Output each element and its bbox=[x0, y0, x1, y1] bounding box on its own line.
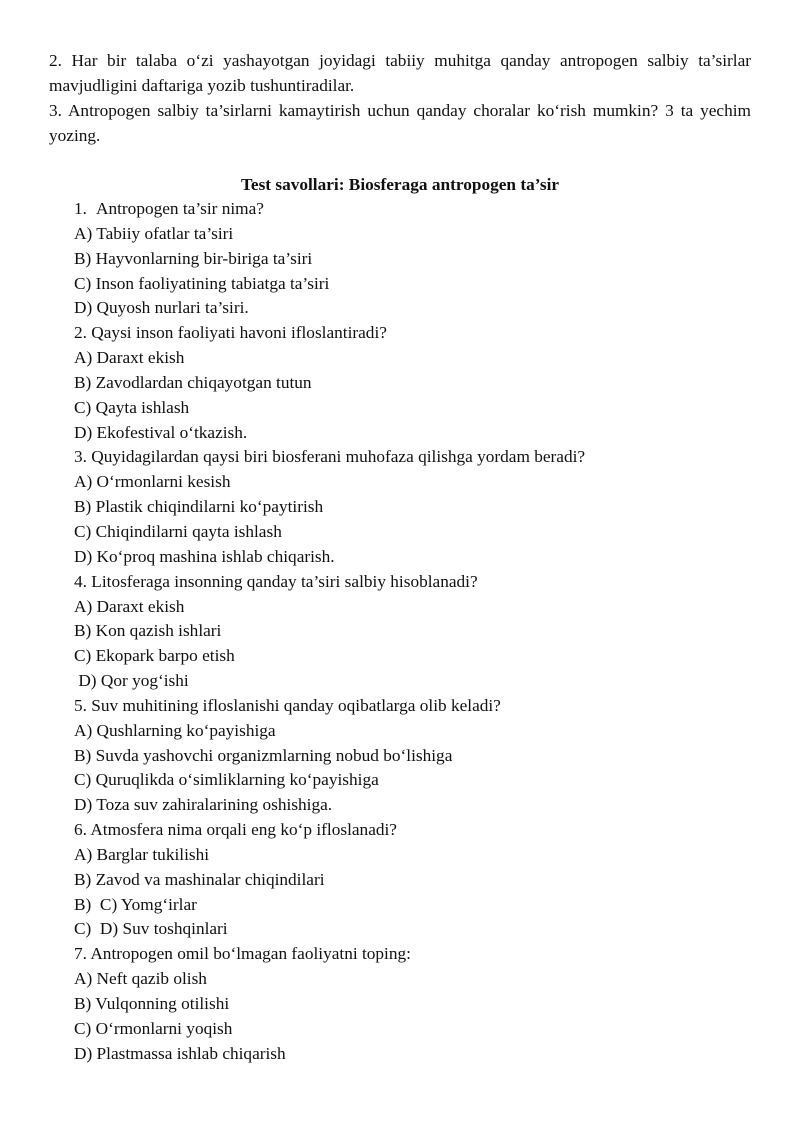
option-a: A) Daraxt ekish bbox=[74, 596, 185, 616]
option-b: B) Plastik chiqindilarni ko‘paytirish bbox=[74, 497, 324, 517]
option-d: D) Qor yog‘ishi bbox=[74, 671, 189, 691]
question-number: 1. bbox=[74, 199, 87, 218]
test-title: Test savollari: Biosferaga antropogen ta’sir bbox=[240, 175, 560, 194]
option-a: A) Tabiiy ofatlar ta’siri bbox=[74, 223, 234, 243]
option-d: D) Ekofestival o‘tkazish. bbox=[74, 422, 248, 442]
option-b: B) Vulqonning otilishi bbox=[74, 994, 230, 1013]
option-d: D) Quyosh nurlari ta’siri. bbox=[74, 298, 249, 318]
option-b: B) Kon qazish ishlari bbox=[74, 621, 222, 641]
quiz-list bbox=[74, 197, 754, 1067]
option-b: B) Suvda yashovchi organizmlarning nobud bo‘lishiga bbox=[74, 745, 453, 765]
question-1 bbox=[74, 197, 754, 222]
option-b: B) Zavod va mashinalar chiqindilari bbox=[74, 869, 325, 889]
option-a: A) Qushlarning ko‘payishiga bbox=[74, 720, 276, 740]
option-b: B) Hayvonlarning bir-biriga ta’siri bbox=[74, 248, 313, 268]
question-7: 7. Antropogen omil bo‘lmagan faoliyatni toping: bbox=[74, 944, 411, 964]
question-text: Antropogen ta’sir nima? bbox=[96, 199, 264, 218]
option-a: A) Daraxt ekish bbox=[74, 348, 185, 368]
option-c: B) C) Yomg‘irlar bbox=[74, 894, 197, 914]
option-c: C) Qayta ishlash bbox=[74, 397, 190, 417]
option-d: D) Toza suv zahiralarining oshishiga. bbox=[74, 795, 333, 815]
intro-paragraph-2: 2. Har bir talaba o‘zi yashayotgan joyidagi tabiiy muhitga qanday antropogen salbiy ta’sirlar mavjudligini daftariga yozib tushuntiradilar. bbox=[49, 51, 751, 95]
option-a: A) Neft qazib olish bbox=[74, 969, 207, 989]
option-d: D) Plastmassa ishlab chiqarish bbox=[74, 1043, 286, 1063]
option-c: C) Ekopark barpo etish bbox=[74, 646, 235, 666]
option-d: D) Ko‘proq mashina ishlab chiqarish. bbox=[74, 546, 335, 566]
option-d: C) D) Suv toshqinlari bbox=[74, 919, 228, 939]
option-c: C) Chiqindilarni qayta ishlash bbox=[74, 521, 282, 541]
question-5: 5. Suv muhitining ifloslanishi qanday oqibatlarga olib keladi? bbox=[74, 695, 501, 715]
option-b: B) Zavodlardan chiqayotgan tutun bbox=[74, 372, 312, 392]
intro-paragraph-3: 3. Antropogen salbiy ta’sirlarni kamaytirish uchun qanday choralar ko‘rish mumkin? 3 ta yechim yozing. bbox=[49, 101, 751, 145]
option-c: C) Inson faoliyatining tabiatga ta’siri bbox=[74, 273, 330, 293]
intro-section bbox=[49, 48, 751, 148]
option-c: C) Quruqlikda o‘simliklarning ko‘payishiga bbox=[74, 770, 379, 790]
question-4: 4. Litosferaga insonning qanday ta’siri salbiy hisoblanadi? bbox=[74, 571, 478, 591]
option-c: C) O‘rmonlarni yoqish bbox=[74, 1018, 233, 1038]
option-a: A) Barglar tukilishi bbox=[74, 844, 210, 864]
question-6: 6. Atmosfera nima orqali eng ko‘p ifloslanadi? bbox=[74, 820, 397, 840]
question-3: 3. Quyidagilardan qaysi biri biosferani muhofaza qilishga yordam beradi? bbox=[74, 447, 586, 467]
question-2: 2. Qaysi inson faoliyati havoni ifloslantiradi? bbox=[74, 323, 387, 343]
option-a: A) O‘rmonlarni kesish bbox=[74, 472, 231, 492]
